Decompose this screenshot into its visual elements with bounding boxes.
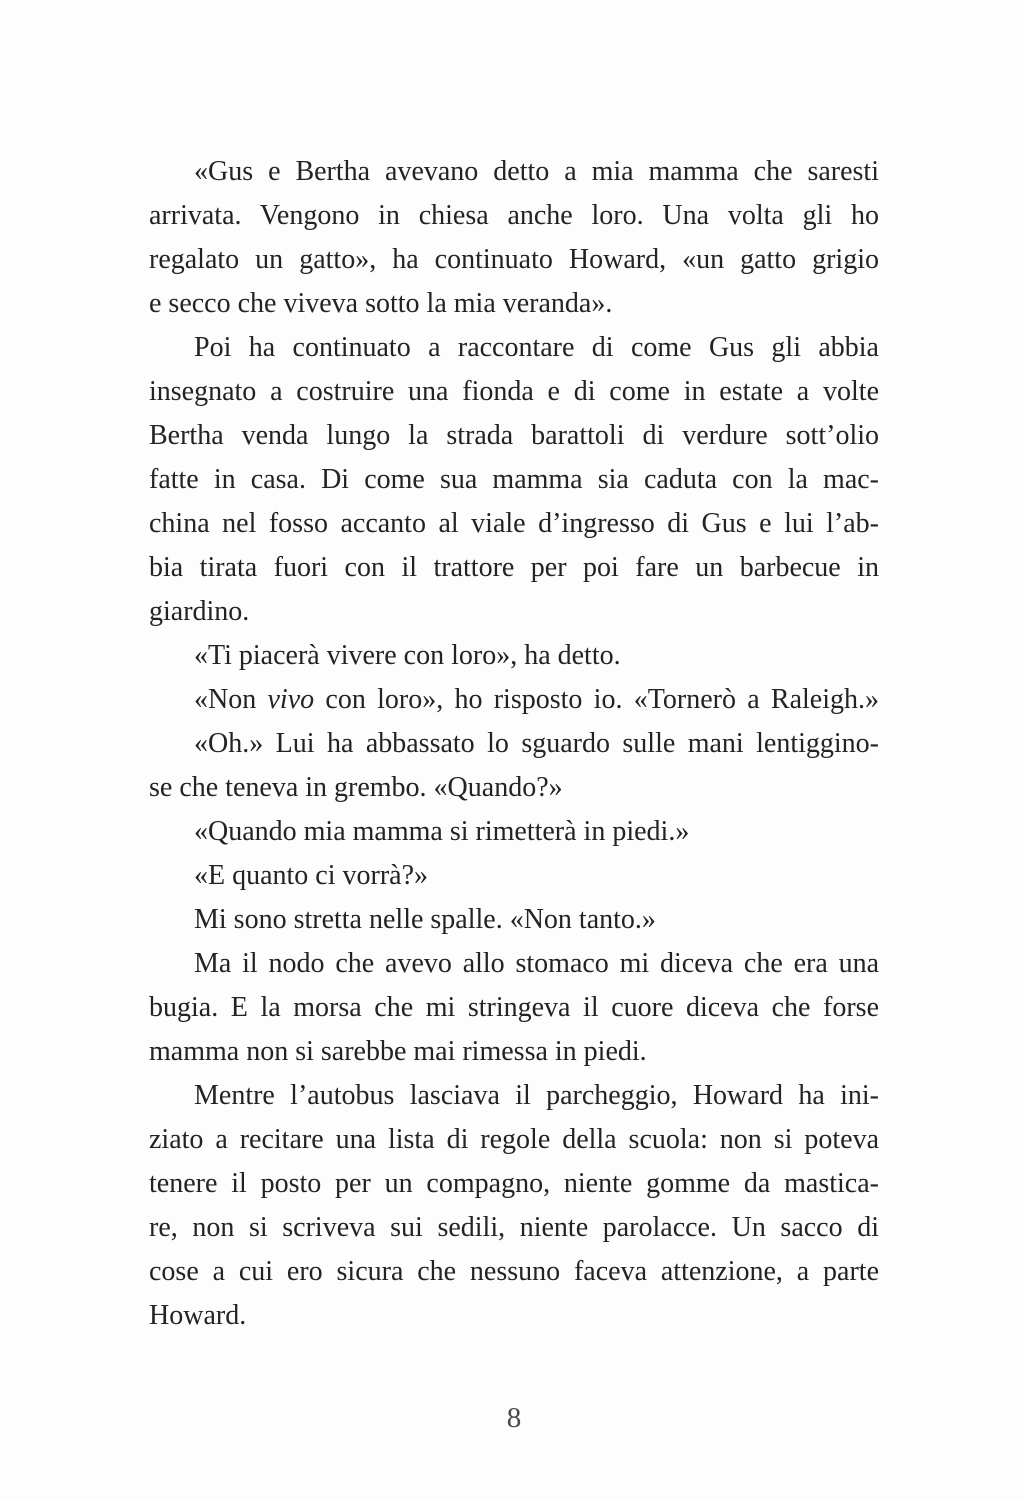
paragraph [149, 810, 879, 854]
text-line: Howard. [149, 1300, 247, 1331]
paragraph [149, 150, 879, 326]
text-line: mamma non si sarebbe mai rimessa in piedi. [149, 1036, 647, 1067]
paragraph [149, 722, 879, 810]
text-line: «Quando mia mamma si rimetterà in piedi.» [194, 816, 690, 847]
text-line: «Gus e Bertha avevano detto a mia mamma che saresti [194, 156, 879, 187]
text-line: re, non si scriveva sui sedili, niente parolacce. Un sacco di [149, 1212, 879, 1243]
text-line: fatte in casa. Di come sua mamma sia caduta con la mac- [149, 464, 879, 495]
text-line: bia tirata fuori con il trattore per poi fare un barbecue in [149, 552, 879, 583]
paragraph [149, 634, 879, 678]
text-line: «Ti piacerà vivere con loro», ha detto. [194, 640, 621, 671]
paragraph [149, 678, 879, 722]
text-line: insegnato a costruire una fionda e di come in estate a volte [149, 376, 879, 407]
text-line: regalato un gatto», ha continuato Howard, «un gatto grigio [149, 244, 879, 275]
text-line: «Oh.» Lui ha abbassato lo sguardo sulle mani lentiggino- [194, 728, 879, 759]
paragraph [149, 326, 879, 634]
page-number: 8 [506, 1402, 522, 1434]
text-line: e secco che viveva sotto la mia veranda». [149, 288, 613, 319]
text-line: Mentre l’autobus lasciava il parcheggio, Howard ha ini- [194, 1080, 879, 1111]
paragraph [149, 942, 879, 1074]
text-line: Ma il nodo che avevo allo stomaco mi diceva che era una [194, 948, 879, 979]
text-line: arrivata. Vengono in chiesa anche loro. Una volta gli ho [149, 200, 879, 231]
text-line: «E quanto ci vorrà?» [194, 860, 429, 891]
text-line: bugia. E la morsa che mi stringeva il cuore diceva che forse [149, 992, 879, 1023]
text-line: «Non vivo con loro», ho risposto io. «Tornerò a Raleigh.» [194, 684, 879, 715]
text-block [149, 150, 879, 1338]
text-line: Mi sono stretta nelle spalle. «Non tanto.» [194, 904, 656, 935]
text-line: Poi ha continuato a raccontare di come Gus gli abbia [194, 332, 879, 363]
text-line: china nel fosso accanto al viale d’ingresso di Gus e lui l’ab- [149, 508, 879, 539]
text-line: tenere il posto per un compagno, niente gomme da mastica- [149, 1168, 879, 1199]
text-line: cose a cui ero sicura che nessuno faceva attenzione, a parte [149, 1256, 879, 1287]
text-line: giardino. [149, 596, 250, 627]
paragraph [149, 898, 879, 942]
text-line: ziato a recitare una lista di regole della scuola: non si poteva [149, 1124, 879, 1155]
paragraph [149, 854, 879, 898]
text-line: se che teneva in grembo. «Quando?» [149, 772, 563, 803]
text-line: Bertha venda lungo la strada barattoli di verdure sott’olio [149, 420, 879, 451]
paragraph [149, 1074, 879, 1338]
